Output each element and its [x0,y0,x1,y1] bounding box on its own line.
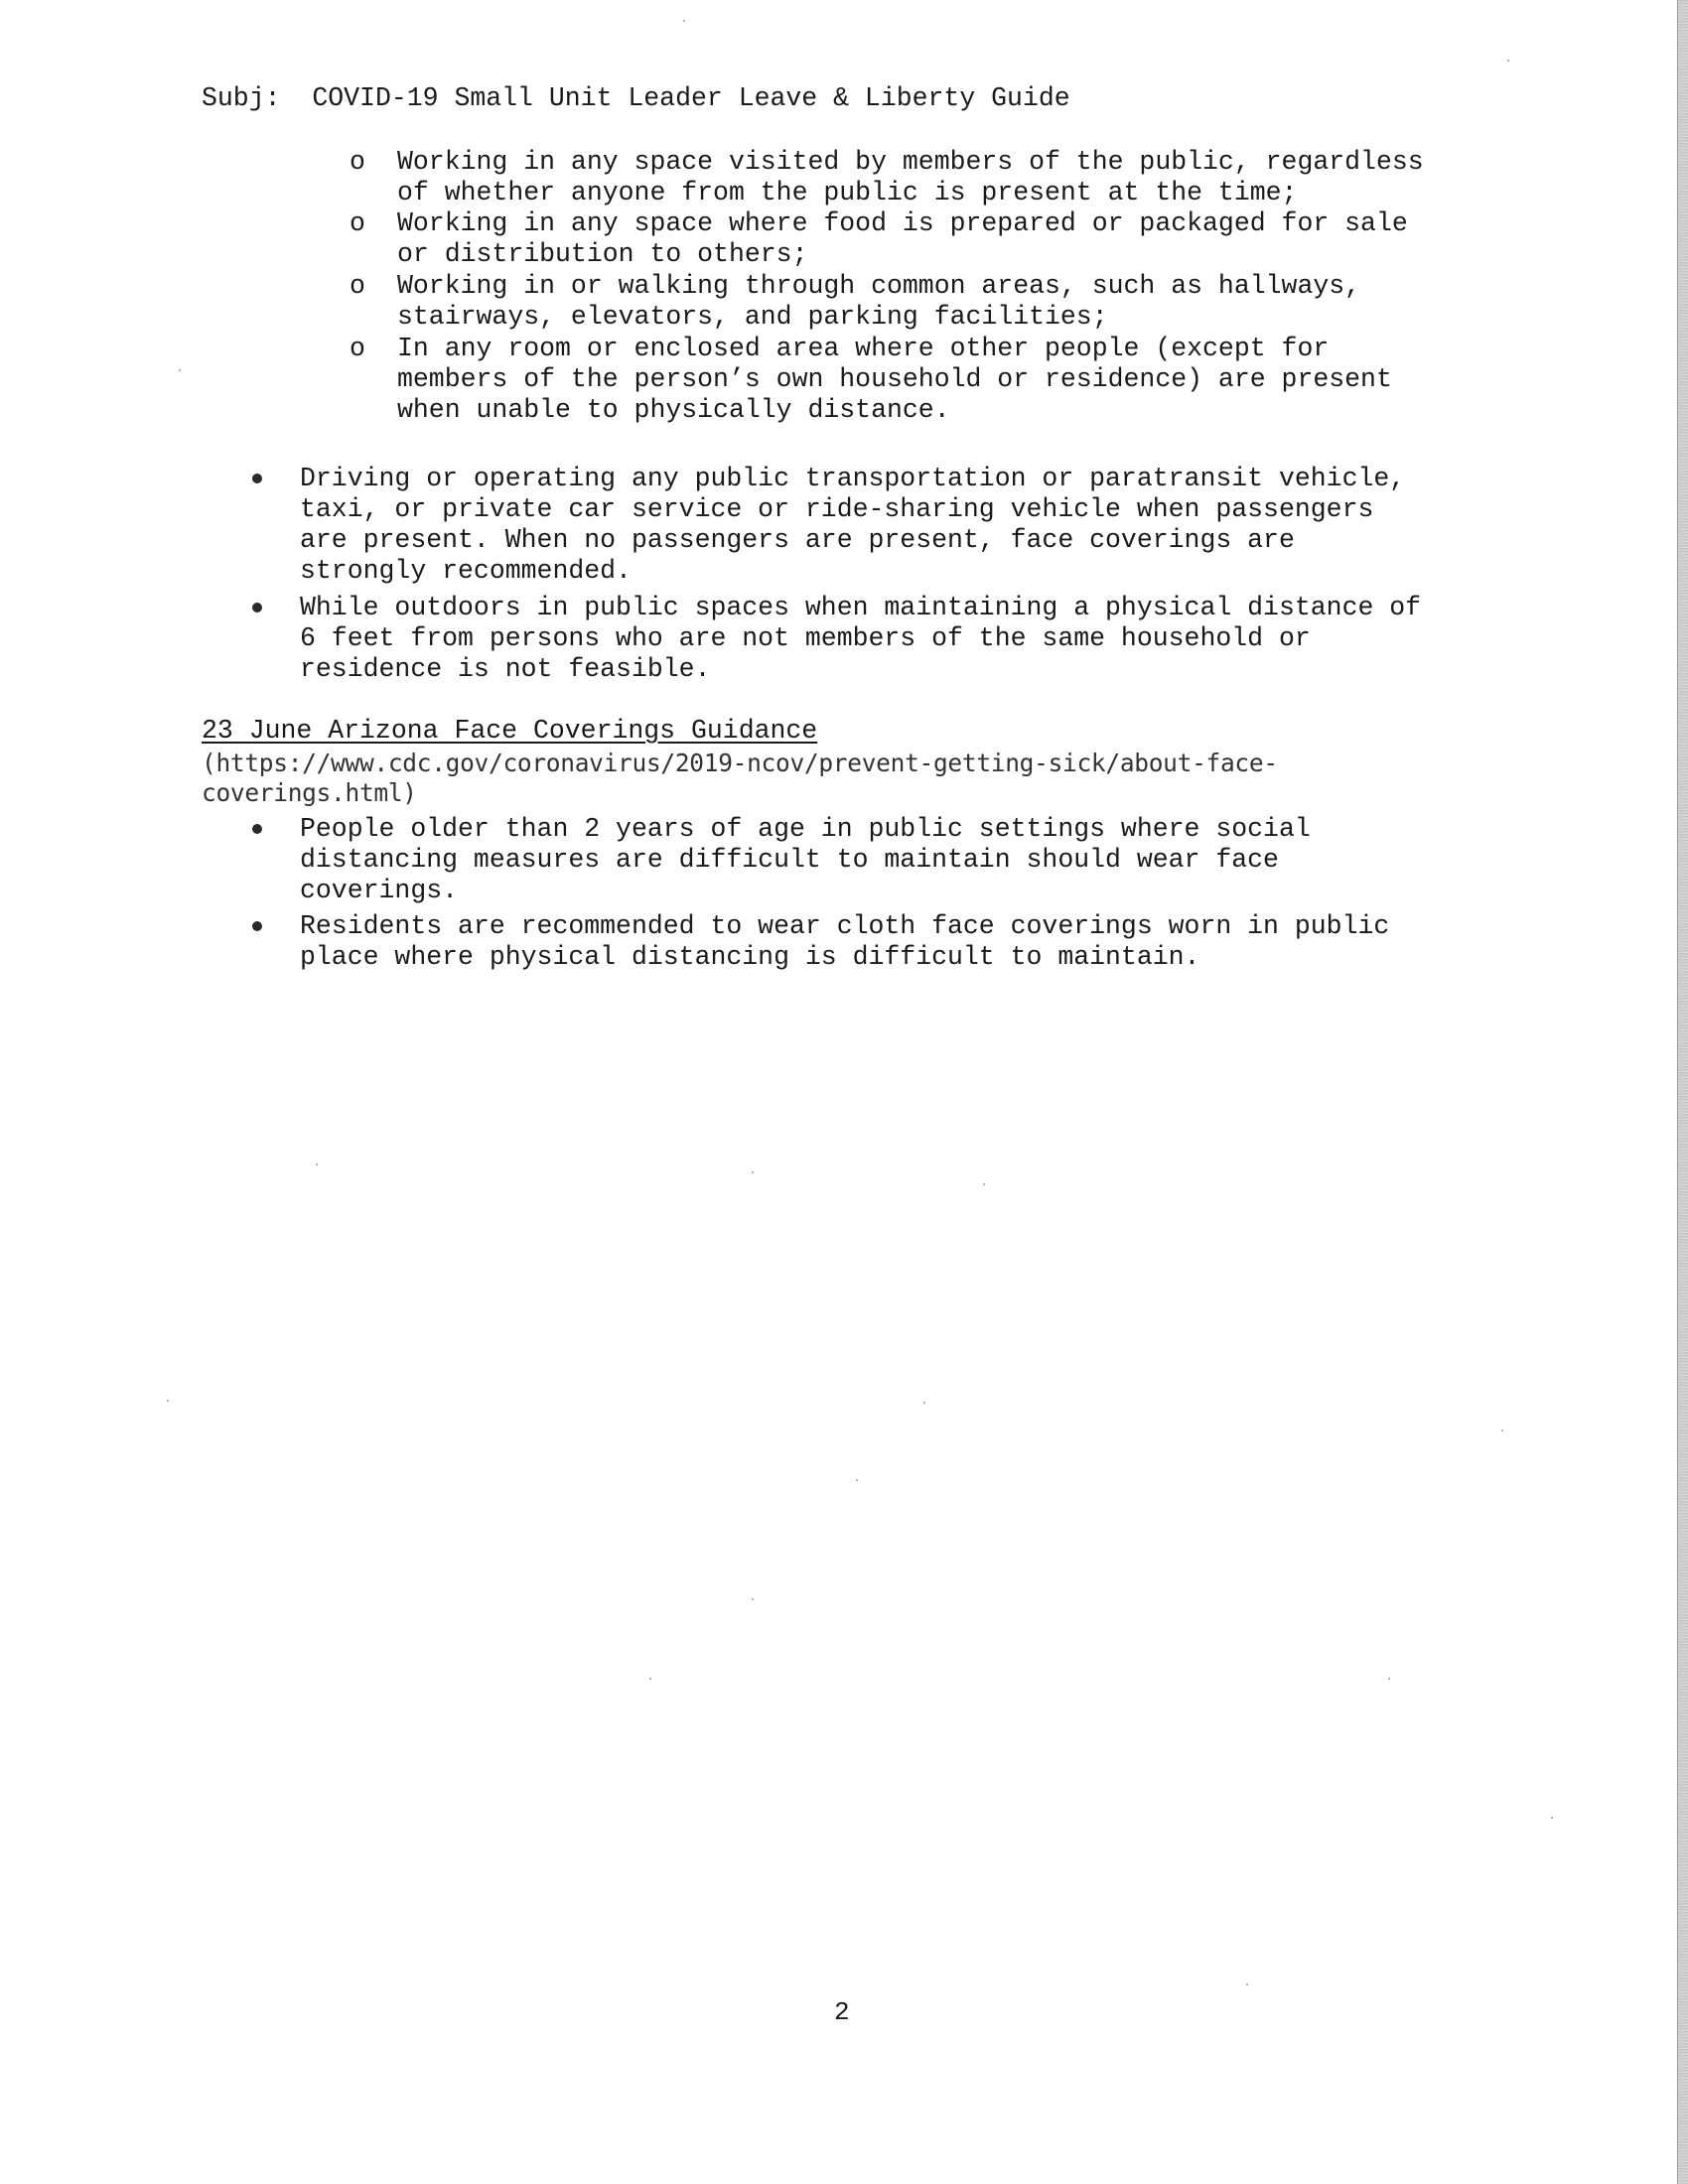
sub-item-line: or distribution to others; [397,239,808,269]
scan-speck [649,1678,651,1680]
sub-item-line: stairways, elevators, and parking facilities; [397,302,1108,332]
sub-item-line: of whether anyone from the public is present at the time; [397,178,1298,207]
bullet-line: 6 feet from persons who are not members of the same household or [300,623,1311,653]
bullet-line: taxi, or private car service or ride-sharing vehicle when passengers [300,494,1374,524]
sub-item-marker: o [350,271,365,301]
bullet-line: distancing measures are difficult to maintain should wear face [300,845,1279,875]
subject-line [202,83,1070,114]
scan-speck [983,1183,985,1185]
bullet-dot [252,474,262,483]
section-heading: 23 June Arizona Face Coverings Guidance [202,716,818,746]
bullet-dot [252,921,262,931]
sub-item-line: Working in any space visited by members of the public, regardless [397,147,1424,177]
scan-speck [179,369,181,371]
sub-item-line: members of the person’s own household or residence) are present [397,364,1392,394]
scan-speck [752,1171,754,1173]
scan-speck [923,1402,925,1404]
subj-title: COVID-19 Small Unit Leader Leave & Liberty Guide [312,83,1070,113]
bullet-line: coverings. [300,876,459,905]
scan-speck [752,1598,754,1600]
scan-speck [683,20,685,22]
scan-speck [1388,1678,1390,1680]
sub-item-line: Working in or walking through common areas, such as hallways, [397,271,1361,301]
scan-speck [167,1400,169,1402]
scan-speck [1501,1430,1503,1432]
scan-speck [1246,1983,1248,1985]
source-url-line: coverings.html) [202,778,417,807]
sub-item-marker: o [350,208,365,238]
sub-item-marker: o [350,147,365,177]
scan-edge [1677,0,1688,2184]
scan-speck [1507,60,1509,62]
scan-speck [856,1479,858,1481]
bullet-line: Driving or operating any public transportation or paratransit vehicle, [300,464,1406,493]
scan-speck [1551,1817,1553,1819]
page-number: 2 [834,1997,850,2027]
sub-item-line: when unable to physically distance. [397,395,950,425]
scan-speck [316,1163,318,1165]
sub-item-line: In any room or enclosed area where other people (except for [397,334,1330,363]
bullet-dot [252,603,262,613]
source-url-line: (https://www.cdc.gov/coronavirus/2019-ncov/prevent-getting-sick/about-face- [202,749,1278,777]
bullet-line: People older than 2 years of age in public settings where social [300,814,1311,844]
bullet-line: strongly recommended. [300,556,632,586]
bullet-line: place where physical distancing is difficult to maintain. [300,942,1200,972]
sub-item-marker: o [350,334,365,363]
bullet-line: Residents are recommended to wear cloth face coverings worn in public [300,911,1390,941]
bullet-line: residence is not feasible. [300,654,711,684]
bullet-line: While outdoors in public spaces when maintaining a physical distance of [300,593,1422,622]
sub-item-line: Working in any space where food is prepared or packaged for sale [397,208,1408,238]
bullet-dot [252,824,262,834]
subj-label: Subj: [202,83,281,113]
bullet-line: are present. When no passengers are present, face coverings are [300,525,1295,555]
